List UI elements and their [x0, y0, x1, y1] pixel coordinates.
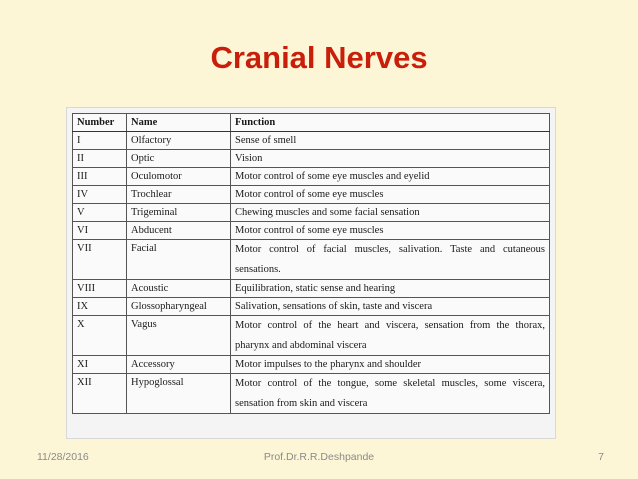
cranial-nerves-table-image — [66, 107, 556, 439]
table-row — [73, 316, 550, 356]
cell-function: Chewing muscles and some facial sensation — [231, 204, 550, 222]
cell-number: XII — [73, 374, 127, 414]
cell-name: Facial — [127, 240, 231, 280]
table-row — [73, 374, 550, 414]
table-row — [73, 204, 550, 222]
cell-number: X — [73, 316, 127, 356]
cell-function: Motor control of some eye muscles — [231, 186, 550, 204]
cell-number: IX — [73, 298, 127, 316]
table-row — [73, 280, 550, 298]
header-name: Name — [127, 114, 231, 132]
cell-function: Vision — [231, 150, 550, 168]
cell-function: Motor control of some eye muscles — [231, 222, 550, 240]
cell-name: Acoustic — [127, 280, 231, 298]
table-row — [73, 298, 550, 316]
cell-function: Motor control of the heart and viscera, sensation from the thorax, pharynx and abdominal viscera — [231, 316, 550, 356]
cell-name: Olfactory — [127, 132, 231, 150]
cell-function: Motor control of some eye muscles and eyelid — [231, 168, 550, 186]
cell-function: Equilibration, static sense and hearing — [231, 280, 550, 298]
cell-number: VI — [73, 222, 127, 240]
table-row — [73, 132, 550, 150]
cell-name: Abducent — [127, 222, 231, 240]
header-number: Number — [73, 114, 127, 132]
cell-function: Motor impulses to the pharynx and shoulder — [231, 356, 550, 374]
cell-function: Motor control of the tongue, some skeletal muscles, some viscera, sensation from skin and viscera — [231, 374, 550, 414]
cell-name: Vagus — [127, 316, 231, 356]
cell-name: Accessory — [127, 356, 231, 374]
cell-name: Trochlear — [127, 186, 231, 204]
table-header-row — [73, 114, 550, 132]
cell-name: Oculomotor — [127, 168, 231, 186]
cell-number: III — [73, 168, 127, 186]
cell-function: Motor control of facial muscles, salivation. Taste and cutaneous sensations. — [231, 240, 550, 280]
footer-date: 11/28/2016 — [37, 451, 89, 463]
table-row — [73, 150, 550, 168]
cell-name: Optic — [127, 150, 231, 168]
cell-number: I — [73, 132, 127, 150]
cell-number: VIII — [73, 280, 127, 298]
cell-name: Trigeminal — [127, 204, 231, 222]
footer-author: Prof.Dr.R.R.Deshpande — [263, 451, 375, 463]
cell-name: Hypoglossal — [127, 374, 231, 414]
cell-name: Glossopharyngeal — [127, 298, 231, 316]
slide-title: Cranial Nerves — [210, 40, 428, 75]
table-row — [73, 186, 550, 204]
cell-number: XI — [73, 356, 127, 374]
table-row — [73, 356, 550, 374]
table-row — [73, 168, 550, 186]
table-row — [73, 222, 550, 240]
footer-page-number: 7 — [598, 451, 604, 463]
table-row — [73, 240, 550, 280]
cell-function: Sense of smell — [231, 132, 550, 150]
cell-number: II — [73, 150, 127, 168]
cell-function: Salivation, sensations of skin, taste and viscera — [231, 298, 550, 316]
cranial-nerves-table — [72, 113, 550, 414]
cell-number: VII — [73, 240, 127, 280]
cell-number: V — [73, 204, 127, 222]
cell-number: IV — [73, 186, 127, 204]
header-function: Function — [231, 114, 550, 132]
